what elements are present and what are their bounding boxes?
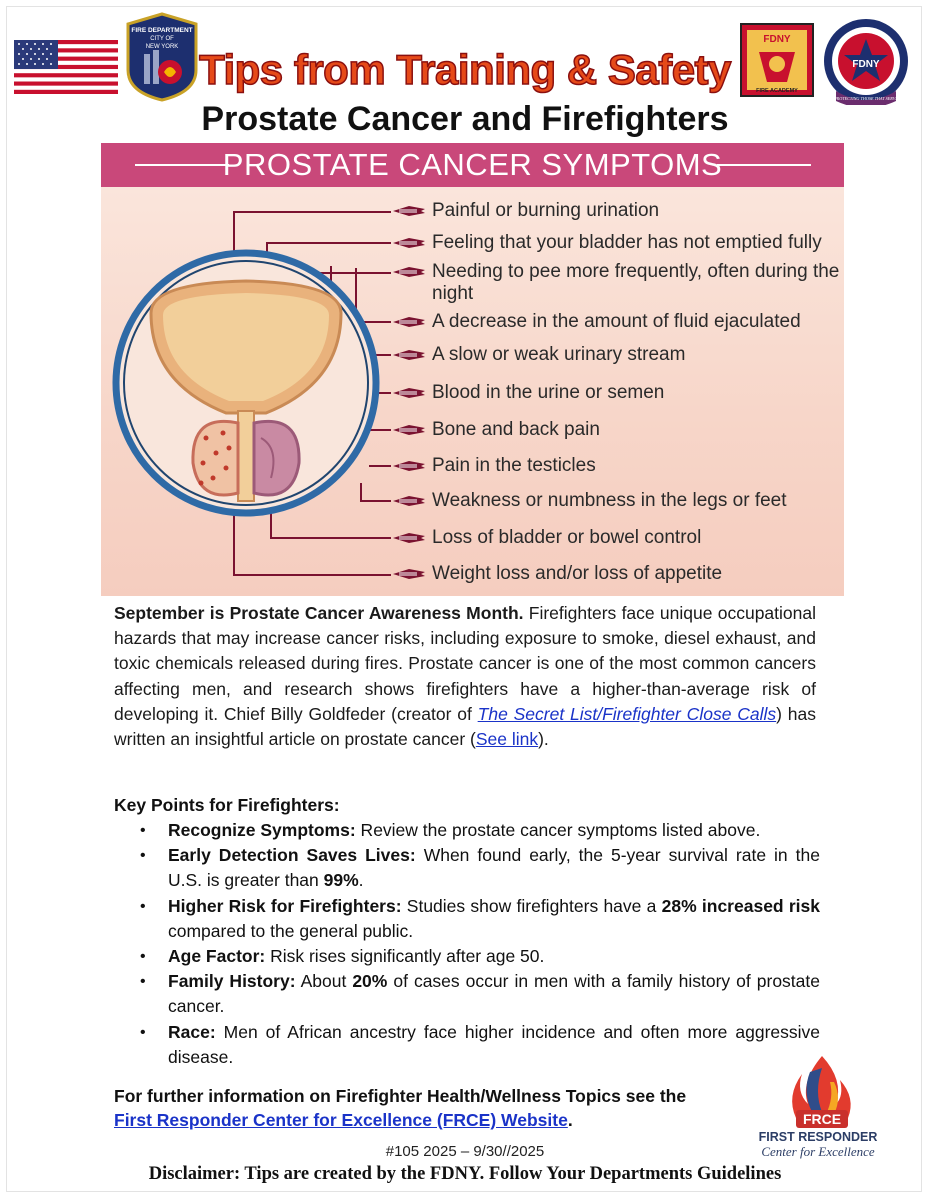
symptom-item: Pain in the testicles [432,455,596,476]
symptom-item: Feeling that your bladder has not emptied fully [432,232,822,253]
pointing-hand-icon [391,457,427,475]
pointing-hand-icon [391,529,427,547]
key-point-text: Men of African ancestry face higher incidence and often more aggressive disease. [168,1021,820,1067]
patch-text-1: FIRE DEPARTMENT [131,27,193,34]
key-point-label: Recognize Symptoms: [168,820,356,840]
secret-list-link[interactable]: The Secret List/Firefighter Close Calls [477,703,777,724]
fdny-fire-academy-patch-icon [739,22,815,98]
key-point-tail: compared to the general public. [168,920,414,941]
key-point-item [130,843,820,893]
key-point-emphasis: 99% [323,870,359,891]
us-flag-icon [14,40,118,94]
frce-abbr: FRCE [802,1111,842,1127]
key-point-tail: of cases occur in men with a family history of prostate cancer. [168,971,820,1017]
key-point-item [130,894,820,944]
symptom-item: Blood in the urine or semen [432,382,665,403]
key-point-item [130,944,820,969]
key-point-label: Higher Risk for Firefighters: [168,895,402,916]
key-point-label: Age Factor: [168,946,266,967]
safety-text-2: PROTECTING THOSE THAT SERVE [834,96,898,101]
key-point-item [130,818,820,843]
key-points-list [130,818,820,1070]
pointing-hand-icon [391,492,427,510]
pointing-hand-icon [391,202,427,220]
fdny-city-patch-icon [122,12,202,102]
symptoms-banner-title: PROSTATE CANCER SYMPTOMS [222,147,723,182]
academy-text-2: FIRE ACADEMY [756,88,798,94]
symptom-item: Weakness or numbness in the legs or feet [432,490,787,511]
symptom-item: Bone and back pain [432,419,600,440]
key-point-text: When found early, the 5-year survival rate in the U.S. is greater than [168,845,820,891]
key-point-text: Risk rises significantly after age 50. [265,946,545,967]
further-text: For further information on Firefighter Health/Wellness Topics see the [114,1086,687,1106]
page-subtitle: Prostate Cancer and Firefighters [201,100,729,138]
frce-subtitle: Center for Excellence [761,1144,875,1159]
intro-text-1: Firefighters face unique occupational hazards that may increase cancer risks, including exposure to smoke, diesel exhaust, and toxic chemicals released during fires. Prostate cancer is one of the most common cancers affecting men, and research shows firefighters have a higher-than-average risk of developing it. Chief Billy Goldfeder (creator of [114,603,816,724]
pointing-hand-icon [391,384,427,402]
disclaimer: Disclaimer: Tips are created by the FDNY. Follow Your Departments Guidelines [148,1164,782,1184]
key-point-label: Family History: [168,971,296,992]
key-point-item [130,969,820,1019]
key-point-text: Studies show firefighters have a [401,895,662,916]
academy-text-1: FDNY [763,34,791,45]
key-point-emphasis: 20% [352,971,388,992]
symptom-item: A slow or weak urinary stream [432,344,686,365]
key-point-label: Early Detection Saves Lives: [168,845,416,866]
further-info [114,1084,754,1132]
intro-text-2: ) has written an insightful article on prostate cancer ( [114,703,816,750]
pointing-hand-icon [391,421,427,439]
symptom-item: Loss of bladder or bowel control [432,527,702,548]
key-point-label: Race: [168,1021,216,1042]
key-point-text: About [295,971,353,992]
pointing-hand-icon [391,565,427,583]
key-point-tail: . [358,870,364,891]
pointing-hand-icon [391,234,427,252]
symptom-item: Weight loss and/or loss of appetite [432,563,723,584]
intro-lead: September is Prostate Cancer Awareness Month. [114,603,524,623]
key-points-heading: Key Points for Firefighters: [114,795,340,815]
patch-text-3: NEW YORK [145,44,179,50]
symptoms-infographic [101,143,844,596]
document-id: #105 2025 – 9/30//2025 [385,1143,545,1160]
pointing-hand-icon [391,346,427,364]
pointing-hand-icon [391,313,427,331]
intro-text-3: ). [538,729,549,750]
symptom-item: Painful or burning urination [432,200,660,221]
key-point-emphasis: 28% increased risk [661,895,820,916]
tips-title: Tips from Training & Safety [199,46,731,93]
patch-text-2: CITY OF [150,36,174,42]
further-tail: . [567,1110,573,1130]
symptom-item: A decrease in the amount of fluid ejaculated [432,311,801,332]
key-point-item [130,1020,820,1070]
frce-name: FIRST RESPONDER [758,1130,878,1144]
see-link[interactable]: See link [475,729,539,750]
intro-paragraph [114,601,816,752]
frce-website-link[interactable]: First Responder Center for Excellence (FRCE) Website [114,1110,568,1130]
pointing-hand-icon [391,263,427,281]
symptom-item: Needing to pee more frequently, often during the night [432,261,840,304]
key-point-text: Review the prostate cancer symptoms listed above. [355,820,761,840]
fdny-safety-patch-icon [822,17,910,105]
safety-text-1: FDNY [852,59,880,70]
